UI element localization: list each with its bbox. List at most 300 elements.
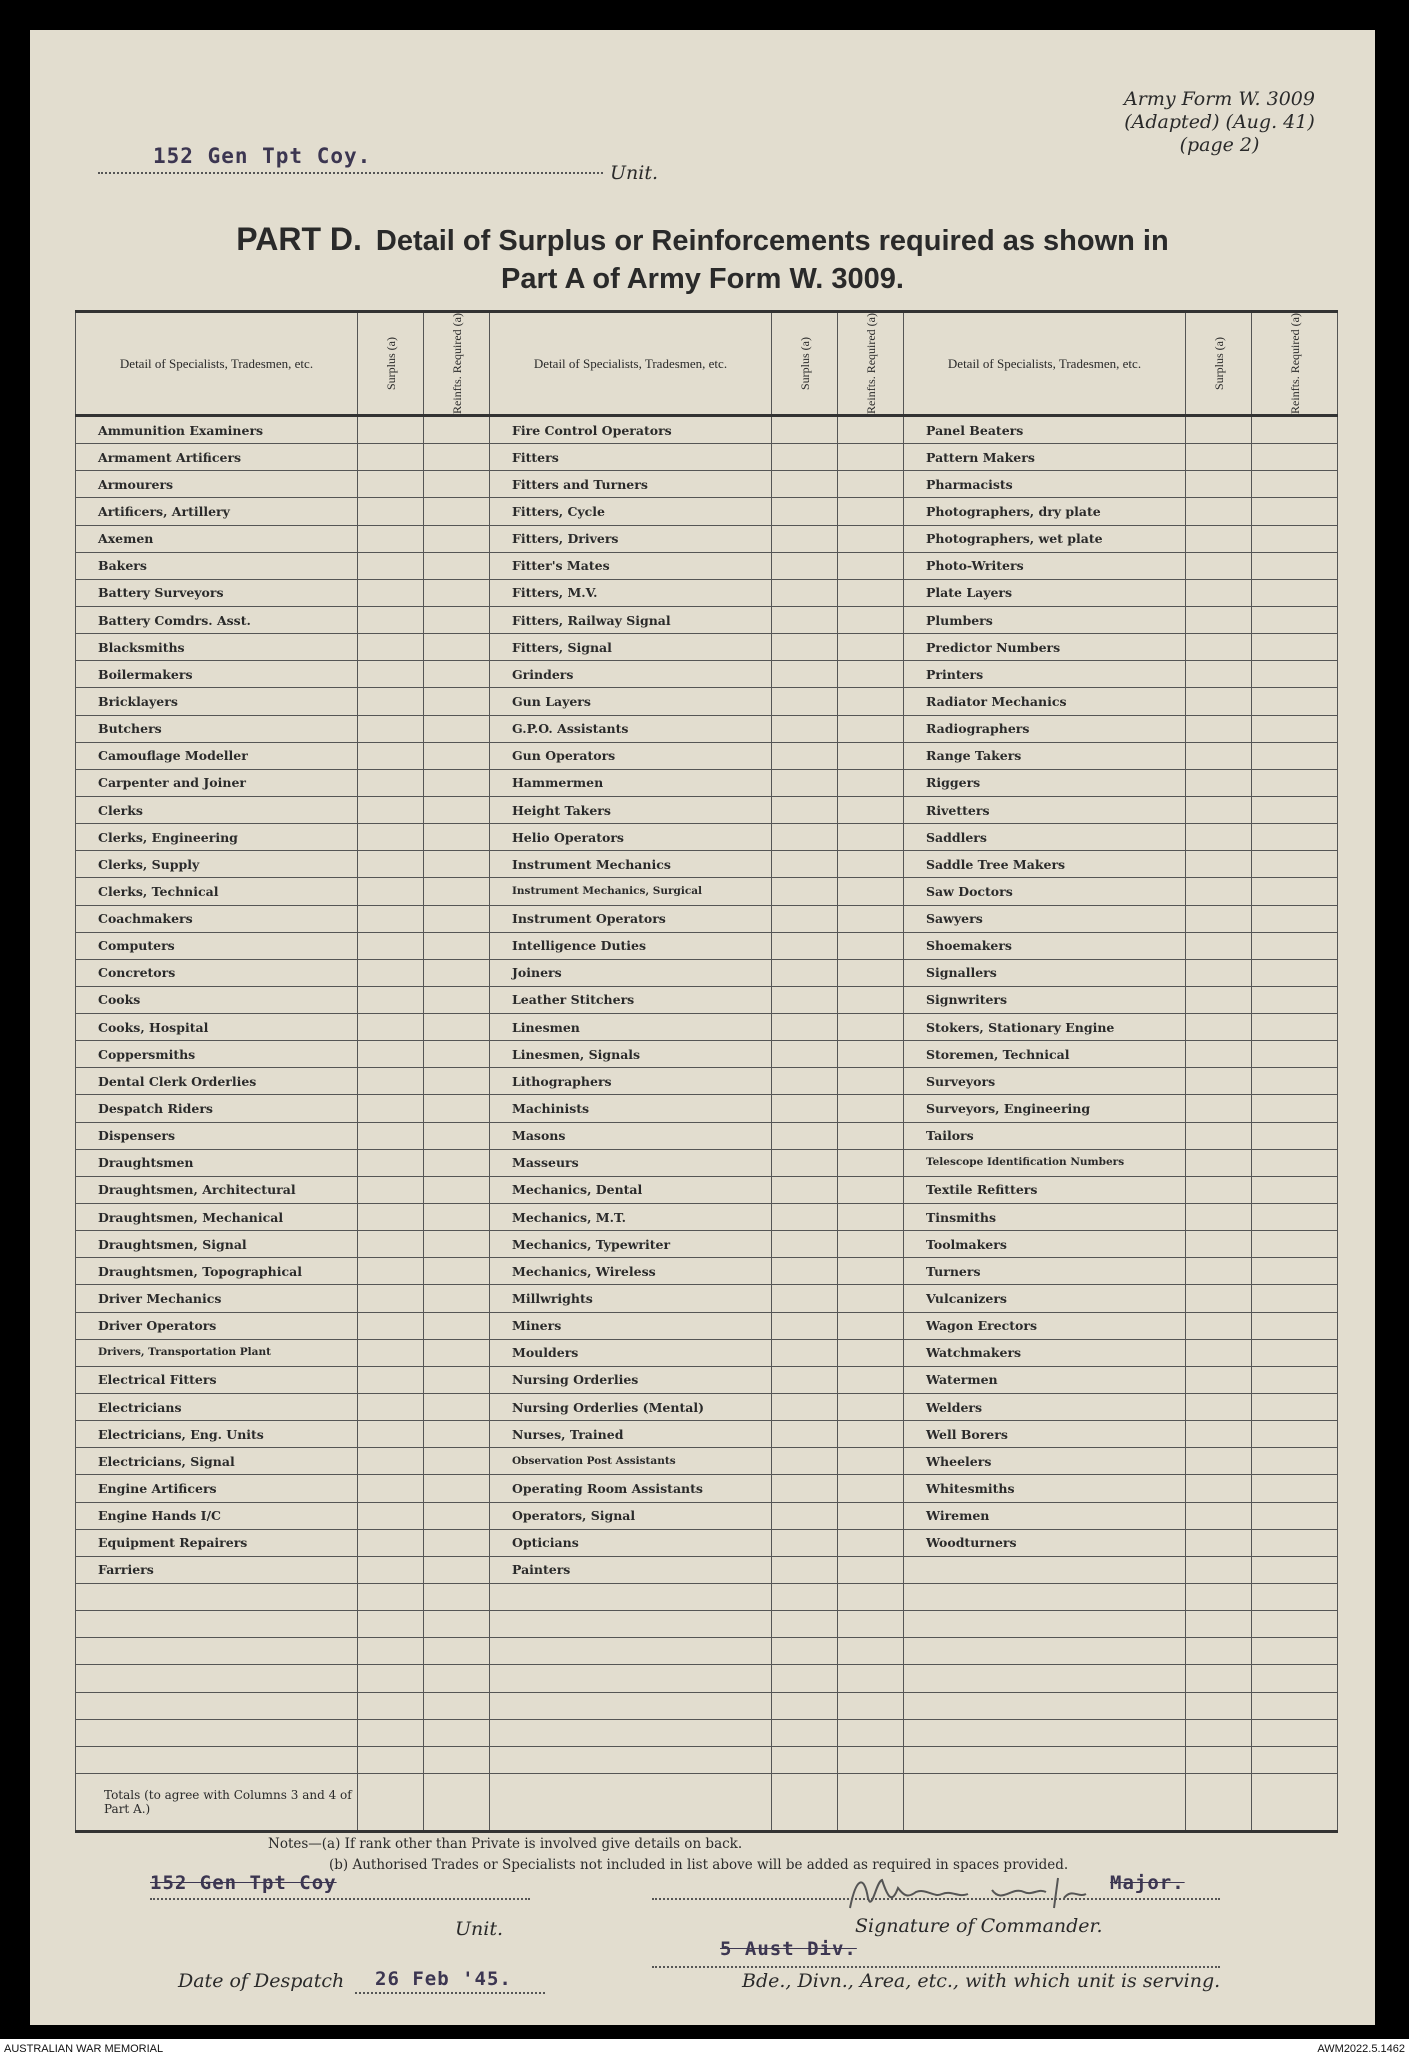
reinfts-cell[interactable] [838,552,904,579]
reinfts-cell[interactable] [424,851,490,878]
reinfts-cell[interactable] [838,688,904,715]
reinfts-cell[interactable] [1252,1556,1338,1583]
reinfts-cell[interactable] [1252,1339,1338,1366]
surplus-cell[interactable] [358,1312,424,1339]
reinfts-cell[interactable] [838,1312,904,1339]
blank-value-cell[interactable] [424,1611,490,1638]
surplus-cell[interactable] [1186,1312,1252,1339]
blank-trade-cell[interactable] [76,1719,358,1746]
reinfts-cell[interactable] [424,1421,490,1448]
reinfts-cell[interactable] [1252,878,1338,905]
blank-value-cell[interactable] [838,1638,904,1665]
blank-value-cell[interactable] [358,1611,424,1638]
surplus-cell[interactable] [772,959,838,986]
surplus-cell[interactable] [1186,1285,1252,1312]
surplus-cell[interactable] [358,742,424,769]
reinfts-cell[interactable] [838,1339,904,1366]
surplus-cell[interactable] [1186,1014,1252,1041]
reinfts-cell[interactable] [838,1366,904,1393]
reinfts-cell[interactable] [424,444,490,471]
reinfts-cell[interactable] [838,796,904,823]
totals-cell[interactable] [1186,1774,1252,1832]
surplus-cell[interactable] [358,959,424,986]
surplus-cell[interactable] [358,661,424,688]
reinfts-cell[interactable] [424,1231,490,1258]
reinfts-cell[interactable] [424,661,490,688]
surplus-cell[interactable] [358,552,424,579]
reinfts-cell[interactable] [424,415,490,443]
surplus-cell[interactable] [358,1394,424,1421]
totals-cell[interactable] [358,1774,424,1832]
surplus-cell[interactable] [358,1095,424,1122]
surplus-cell[interactable] [358,1231,424,1258]
reinfts-cell[interactable] [838,959,904,986]
blank-trade-cell[interactable] [490,1665,772,1692]
surplus-cell[interactable] [772,444,838,471]
reinfts-cell[interactable] [1252,824,1338,851]
surplus-cell[interactable] [1186,742,1252,769]
surplus-cell[interactable] [772,525,838,552]
surplus-cell[interactable] [772,606,838,633]
reinfts-cell[interactable] [838,851,904,878]
blank-trade-cell[interactable] [76,1584,358,1611]
reinfts-cell[interactable] [838,1285,904,1312]
blank-value-cell[interactable] [838,1584,904,1611]
surplus-cell[interactable] [358,1366,424,1393]
reinfts-cell[interactable] [838,1068,904,1095]
reinfts-cell[interactable] [424,579,490,606]
surplus-cell[interactable] [358,796,424,823]
reinfts-cell[interactable] [838,1095,904,1122]
surplus-cell[interactable] [1186,905,1252,932]
blank-value-cell[interactable] [358,1665,424,1692]
surplus-cell[interactable] [772,1475,838,1502]
reinfts-cell[interactable] [838,606,904,633]
blank-trade-cell[interactable] [76,1746,358,1773]
reinfts-cell[interactable] [424,1312,490,1339]
totals-cell[interactable] [490,1774,772,1832]
blank-value-cell[interactable] [772,1719,838,1746]
reinfts-cell[interactable] [424,796,490,823]
surplus-cell[interactable] [1186,661,1252,688]
blank-trade-cell[interactable] [490,1692,772,1719]
blank-trade-cell[interactable] [76,1692,358,1719]
surplus-cell[interactable] [1186,1231,1252,1258]
surplus-cell[interactable] [358,1068,424,1095]
surplus-cell[interactable] [1186,986,1252,1013]
surplus-cell[interactable] [358,1176,424,1203]
surplus-cell[interactable] [1186,1176,1252,1203]
totals-cell[interactable] [772,1774,838,1832]
surplus-cell[interactable] [772,661,838,688]
surplus-cell[interactable] [358,415,424,443]
reinfts-cell[interactable] [424,606,490,633]
reinfts-cell[interactable] [424,824,490,851]
surplus-cell[interactable] [358,1421,424,1448]
surplus-cell[interactable] [358,905,424,932]
surplus-cell[interactable] [772,1529,838,1556]
reinfts-cell[interactable] [1252,932,1338,959]
reinfts-cell[interactable] [424,634,490,661]
surplus-cell[interactable] [1186,1041,1252,1068]
surplus-cell[interactable] [772,851,838,878]
reinfts-cell[interactable] [424,1041,490,1068]
blank-value-cell[interactable] [838,1719,904,1746]
reinfts-cell[interactable] [838,1122,904,1149]
surplus-cell[interactable] [1186,1475,1252,1502]
blank-value-cell[interactable] [424,1719,490,1746]
reinfts-cell[interactable] [838,579,904,606]
surplus-cell[interactable] [772,552,838,579]
reinfts-cell[interactable] [424,525,490,552]
blank-value-cell[interactable] [772,1692,838,1719]
surplus-cell[interactable] [772,415,838,443]
surplus-cell[interactable] [772,1502,838,1529]
reinfts-cell[interactable] [424,905,490,932]
surplus-cell[interactable] [358,471,424,498]
reinfts-cell[interactable] [838,878,904,905]
blank-value-cell[interactable] [358,1719,424,1746]
surplus-cell[interactable] [772,1176,838,1203]
reinfts-cell[interactable] [424,1122,490,1149]
surplus-cell[interactable] [1186,1068,1252,1095]
reinfts-cell[interactable] [838,1529,904,1556]
reinfts-cell[interactable] [424,1176,490,1203]
reinfts-cell[interactable] [424,1502,490,1529]
surplus-cell[interactable] [1186,1366,1252,1393]
surplus-cell[interactable] [358,498,424,525]
surplus-cell[interactable] [358,878,424,905]
reinfts-cell[interactable] [838,1394,904,1421]
surplus-cell[interactable] [358,1149,424,1176]
blank-value-cell[interactable] [1252,1638,1338,1665]
reinfts-cell[interactable] [1252,471,1338,498]
reinfts-cell[interactable] [1252,769,1338,796]
reinfts-cell[interactable] [1252,1529,1338,1556]
blank-value-cell[interactable] [838,1746,904,1773]
reinfts-cell[interactable] [1252,552,1338,579]
reinfts-cell[interactable] [1252,606,1338,633]
reinfts-cell[interactable] [838,1231,904,1258]
surplus-cell[interactable] [772,688,838,715]
reinfts-cell[interactable] [1252,1041,1338,1068]
blank-value-cell[interactable] [838,1611,904,1638]
surplus-cell[interactable] [772,1366,838,1393]
totals-cell[interactable] [1252,1774,1338,1832]
surplus-cell[interactable] [772,986,838,1013]
surplus-cell[interactable] [358,1285,424,1312]
surplus-cell[interactable] [772,1231,838,1258]
reinfts-cell[interactable] [424,1204,490,1231]
surplus-cell[interactable] [1186,1149,1252,1176]
reinfts-cell[interactable] [424,1014,490,1041]
blank-value-cell[interactable] [358,1746,424,1773]
reinfts-cell[interactable] [1252,715,1338,742]
blank-value-cell[interactable] [1186,1611,1252,1638]
surplus-cell[interactable] [772,715,838,742]
surplus-cell[interactable] [358,824,424,851]
reinfts-cell[interactable] [1252,1014,1338,1041]
blank-value-cell[interactable] [1252,1584,1338,1611]
reinfts-cell[interactable] [1252,1285,1338,1312]
reinfts-cell[interactable] [424,1285,490,1312]
reinfts-cell[interactable] [1252,796,1338,823]
reinfts-cell[interactable] [1252,579,1338,606]
reinfts-cell[interactable] [424,1339,490,1366]
reinfts-cell[interactable] [1252,1448,1338,1475]
reinfts-cell[interactable] [838,1448,904,1475]
reinfts-cell[interactable] [424,1095,490,1122]
blank-value-cell[interactable] [424,1665,490,1692]
reinfts-cell[interactable] [1252,986,1338,1013]
reinfts-cell[interactable] [838,444,904,471]
reinfts-cell[interactable] [1252,1312,1338,1339]
reinfts-cell[interactable] [838,1149,904,1176]
blank-trade-cell[interactable] [904,1692,1186,1719]
reinfts-cell[interactable] [424,1366,490,1393]
surplus-cell[interactable] [1186,878,1252,905]
surplus-cell[interactable] [772,1448,838,1475]
reinfts-cell[interactable] [424,986,490,1013]
reinfts-cell[interactable] [838,1556,904,1583]
surplus-cell[interactable] [358,634,424,661]
reinfts-cell[interactable] [1252,1366,1338,1393]
surplus-cell[interactable] [358,1556,424,1583]
reinfts-cell[interactable] [424,742,490,769]
surplus-cell[interactable] [772,1421,838,1448]
surplus-cell[interactable] [1186,1448,1252,1475]
surplus-cell[interactable] [772,932,838,959]
surplus-cell[interactable] [1186,851,1252,878]
reinfts-cell[interactable] [1252,498,1338,525]
reinfts-cell[interactable] [424,1258,490,1285]
surplus-cell[interactable] [772,824,838,851]
surplus-cell[interactable] [1186,932,1252,959]
blank-trade-cell[interactable] [490,1611,772,1638]
reinfts-cell[interactable] [838,742,904,769]
reinfts-cell[interactable] [1252,959,1338,986]
surplus-cell[interactable] [1186,1095,1252,1122]
surplus-cell[interactable] [358,1122,424,1149]
reinfts-cell[interactable] [838,1502,904,1529]
surplus-cell[interactable] [358,606,424,633]
surplus-cell[interactable] [358,1014,424,1041]
reinfts-cell[interactable] [838,1014,904,1041]
reinfts-cell[interactable] [838,1041,904,1068]
surplus-cell[interactable] [358,1502,424,1529]
surplus-cell[interactable] [772,1312,838,1339]
surplus-cell[interactable] [1186,606,1252,633]
reinfts-cell[interactable] [1252,444,1338,471]
reinfts-cell[interactable] [424,1068,490,1095]
surplus-cell[interactable] [772,1122,838,1149]
surplus-cell[interactable] [772,579,838,606]
surplus-cell[interactable] [358,1258,424,1285]
reinfts-cell[interactable] [838,905,904,932]
surplus-cell[interactable] [772,471,838,498]
reinfts-cell[interactable] [424,471,490,498]
surplus-cell[interactable] [772,1556,838,1583]
blank-trade-cell[interactable] [904,1638,1186,1665]
reinfts-cell[interactable] [1252,661,1338,688]
reinfts-cell[interactable] [838,1204,904,1231]
surplus-cell[interactable] [1186,824,1252,851]
reinfts-cell[interactable] [1252,1176,1338,1203]
surplus-cell[interactable] [1186,1529,1252,1556]
blank-trade-cell[interactable] [76,1665,358,1692]
surplus-cell[interactable] [358,1339,424,1366]
reinfts-cell[interactable] [838,1475,904,1502]
blank-value-cell[interactable] [1186,1746,1252,1773]
reinfts-cell[interactable] [1252,525,1338,552]
blank-trade-cell[interactable] [490,1719,772,1746]
reinfts-cell[interactable] [424,878,490,905]
totals-cell[interactable] [424,1774,490,1832]
blank-value-cell[interactable] [424,1638,490,1665]
blank-trade-cell[interactable] [904,1719,1186,1746]
blank-value-cell[interactable] [838,1692,904,1719]
surplus-cell[interactable] [358,715,424,742]
blank-value-cell[interactable] [772,1638,838,1665]
reinfts-cell[interactable] [424,932,490,959]
blank-value-cell[interactable] [1186,1665,1252,1692]
reinfts-cell[interactable] [838,986,904,1013]
reinfts-cell[interactable] [424,1529,490,1556]
blank-trade-cell[interactable] [904,1611,1186,1638]
blank-value-cell[interactable] [1252,1746,1338,1773]
surplus-cell[interactable] [772,1394,838,1421]
blank-value-cell[interactable] [838,1665,904,1692]
reinfts-cell[interactable] [1252,1204,1338,1231]
blank-trade-cell[interactable] [904,1584,1186,1611]
surplus-cell[interactable] [772,1285,838,1312]
surplus-cell[interactable] [1186,634,1252,661]
surplus-cell[interactable] [358,1041,424,1068]
totals-cell[interactable] [838,1774,904,1832]
surplus-cell[interactable] [772,1339,838,1366]
surplus-cell[interactable] [1186,525,1252,552]
surplus-cell[interactable] [1186,1421,1252,1448]
reinfts-cell[interactable] [838,1421,904,1448]
surplus-cell[interactable] [1186,959,1252,986]
surplus-cell[interactable] [772,742,838,769]
blank-trade-cell[interactable] [904,1665,1186,1692]
reinfts-cell[interactable] [424,498,490,525]
reinfts-cell[interactable] [1252,634,1338,661]
reinfts-cell[interactable] [1252,1095,1338,1122]
blank-value-cell[interactable] [424,1584,490,1611]
surplus-cell[interactable] [772,1014,838,1041]
surplus-cell[interactable] [358,525,424,552]
surplus-cell[interactable] [772,498,838,525]
blank-trade-cell[interactable] [490,1584,772,1611]
blank-value-cell[interactable] [1252,1719,1338,1746]
blank-value-cell[interactable] [1252,1665,1338,1692]
blank-value-cell[interactable] [1186,1692,1252,1719]
surplus-cell[interactable] [1186,769,1252,796]
reinfts-cell[interactable] [838,932,904,959]
totals-cell[interactable] [904,1774,1186,1832]
blank-value-cell[interactable] [1186,1719,1252,1746]
blank-trade-cell[interactable] [490,1746,772,1773]
surplus-cell[interactable] [1186,688,1252,715]
blank-trade-cell[interactable] [490,1638,772,1665]
surplus-cell[interactable] [358,1475,424,1502]
surplus-cell[interactable] [1186,1556,1252,1583]
surplus-cell[interactable] [1186,415,1252,443]
surplus-cell[interactable] [772,1095,838,1122]
reinfts-cell[interactable] [838,1258,904,1285]
reinfts-cell[interactable] [424,1149,490,1176]
surplus-cell[interactable] [1186,796,1252,823]
reinfts-cell[interactable] [424,959,490,986]
reinfts-cell[interactable] [838,661,904,688]
reinfts-cell[interactable] [424,688,490,715]
blank-value-cell[interactable] [1252,1611,1338,1638]
reinfts-cell[interactable] [838,715,904,742]
blank-value-cell[interactable] [772,1665,838,1692]
surplus-cell[interactable] [772,634,838,661]
blank-trade-cell[interactable] [904,1746,1186,1773]
reinfts-cell[interactable] [1252,1258,1338,1285]
blank-value-cell[interactable] [1252,1692,1338,1719]
surplus-cell[interactable] [358,769,424,796]
surplus-cell[interactable] [772,1204,838,1231]
surplus-cell[interactable] [358,688,424,715]
reinfts-cell[interactable] [424,1556,490,1583]
reinfts-cell[interactable] [1252,905,1338,932]
surplus-cell[interactable] [1186,1258,1252,1285]
reinfts-cell[interactable] [424,1448,490,1475]
surplus-cell[interactable] [1186,552,1252,579]
surplus-cell[interactable] [358,1204,424,1231]
reinfts-cell[interactable] [838,824,904,851]
reinfts-cell[interactable] [1252,1502,1338,1529]
reinfts-cell[interactable] [1252,1231,1338,1258]
surplus-cell[interactable] [1186,498,1252,525]
blank-trade-cell[interactable] [76,1611,358,1638]
surplus-cell[interactable] [1186,579,1252,606]
blank-value-cell[interactable] [772,1746,838,1773]
blank-value-cell[interactable] [772,1584,838,1611]
reinfts-cell[interactable] [838,1176,904,1203]
surplus-cell[interactable] [358,851,424,878]
surplus-cell[interactable] [772,1068,838,1095]
surplus-cell[interactable] [1186,1394,1252,1421]
surplus-cell[interactable] [1186,471,1252,498]
reinfts-cell[interactable] [424,715,490,742]
surplus-cell[interactable] [358,1448,424,1475]
surplus-cell[interactable] [358,986,424,1013]
blank-value-cell[interactable] [358,1638,424,1665]
reinfts-cell[interactable] [1252,1475,1338,1502]
reinfts-cell[interactable] [1252,1149,1338,1176]
blank-trade-cell[interactable] [76,1638,358,1665]
reinfts-cell[interactable] [1252,1122,1338,1149]
surplus-cell[interactable] [772,1258,838,1285]
surplus-cell[interactable] [358,444,424,471]
reinfts-cell[interactable] [424,769,490,796]
blank-value-cell[interactable] [424,1746,490,1773]
surplus-cell[interactable] [1186,444,1252,471]
blank-value-cell[interactable] [772,1611,838,1638]
surplus-cell[interactable] [1186,1204,1252,1231]
reinfts-cell[interactable] [1252,688,1338,715]
surplus-cell[interactable] [772,878,838,905]
surplus-cell[interactable] [772,1149,838,1176]
surplus-cell[interactable] [1186,1502,1252,1529]
blank-value-cell[interactable] [424,1692,490,1719]
